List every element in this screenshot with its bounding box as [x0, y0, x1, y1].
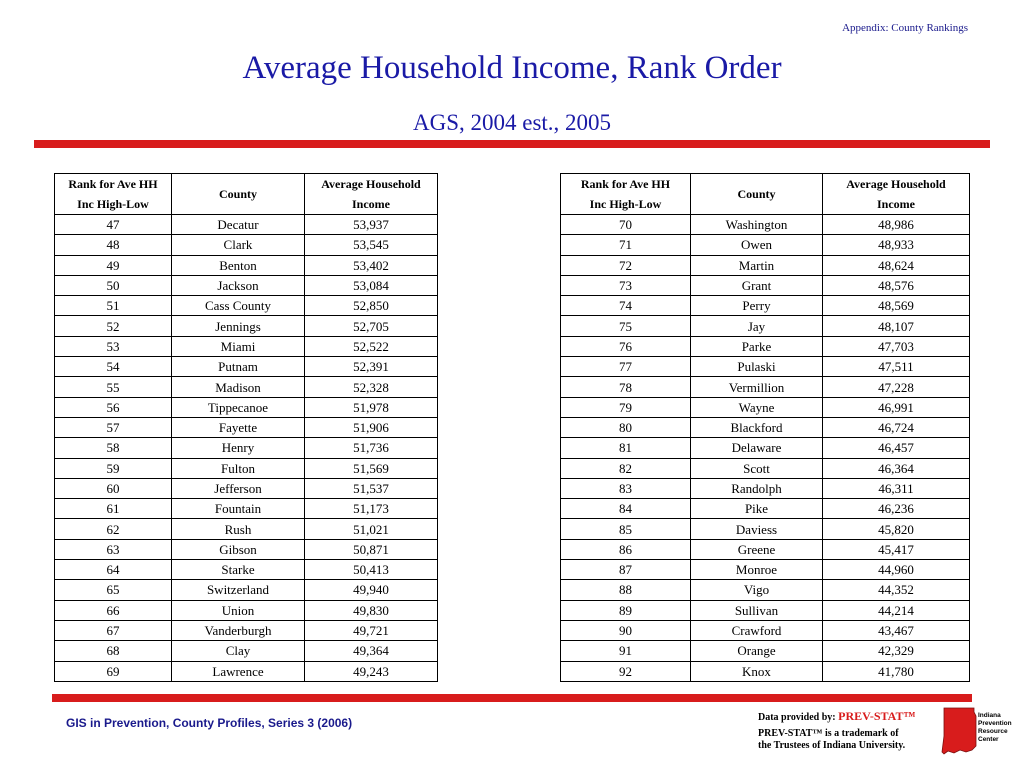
county-cell: Miami — [172, 336, 305, 356]
table-row — [55, 255, 438, 275]
income-cell: 51,736 — [305, 438, 438, 458]
rank-cell: 67 — [55, 620, 172, 640]
county-cell: Gibson — [172, 539, 305, 559]
rank-cell: 56 — [55, 397, 172, 417]
income-cell: 51,906 — [305, 417, 438, 437]
table-row — [55, 235, 438, 255]
county-cell: Tippecanoe — [172, 397, 305, 417]
county-cell: Madison — [172, 377, 305, 397]
rank-cell: 82 — [561, 458, 691, 478]
county-cell: Monroe — [691, 560, 823, 580]
income-cell: 51,569 — [305, 458, 438, 478]
income-cell: 43,467 — [823, 620, 970, 640]
bottom-divider — [52, 694, 972, 702]
rank-cell: 66 — [55, 600, 172, 620]
rank-cell: 57 — [55, 417, 172, 437]
rank-cell: 85 — [561, 519, 691, 539]
logo-line4: Center — [978, 736, 999, 743]
income-cell: 48,933 — [823, 235, 970, 255]
rank-cell: 81 — [561, 438, 691, 458]
header-income-line2: Income — [352, 197, 390, 211]
county-cell: Jennings — [172, 316, 305, 336]
income-cell: 49,364 — [305, 641, 438, 661]
header-rank — [55, 174, 172, 215]
table-row — [55, 357, 438, 377]
table-row — [561, 377, 970, 397]
footer-series-label: GIS in Prevention, County Profiles, Series 3 (2006) — [66, 716, 353, 730]
table-row — [561, 275, 970, 295]
rank-cell: 88 — [561, 580, 691, 600]
header-income-line1: Average Household — [321, 177, 421, 191]
income-cell: 47,703 — [823, 336, 970, 356]
table-row — [55, 316, 438, 336]
header-income — [305, 174, 438, 215]
income-cell: 50,413 — [305, 560, 438, 580]
table-row — [55, 417, 438, 437]
rank-cell: 49 — [55, 255, 172, 275]
header-income-line1: Average Household — [846, 177, 946, 191]
income-cell: 52,705 — [305, 316, 438, 336]
rank-cell: 51 — [55, 296, 172, 316]
header-rank-line1: Rank for Ave HH — [68, 177, 158, 191]
income-cell: 49,940 — [305, 580, 438, 600]
county-cell: Benton — [172, 255, 305, 275]
table-row — [55, 336, 438, 356]
rank-table-right — [560, 173, 970, 682]
income-cell: 48,624 — [823, 255, 970, 275]
county-cell: Grant — [691, 275, 823, 295]
table-row — [561, 519, 970, 539]
county-cell: Rush — [172, 519, 305, 539]
income-cell: 51,537 — [305, 478, 438, 498]
table-row — [561, 397, 970, 417]
rank-cell: 76 — [561, 336, 691, 356]
table-row — [561, 539, 970, 559]
rank-cell: 80 — [561, 417, 691, 437]
income-cell: 46,364 — [823, 458, 970, 478]
header-county: County — [691, 174, 823, 215]
table-row — [55, 215, 438, 235]
income-cell: 52,391 — [305, 357, 438, 377]
county-cell: Putnam — [172, 357, 305, 377]
table-row — [561, 499, 970, 519]
rank-cell: 75 — [561, 316, 691, 336]
rank-cell: 73 — [561, 275, 691, 295]
income-cell: 47,511 — [823, 357, 970, 377]
income-cell: 48,576 — [823, 275, 970, 295]
county-cell: Vermillion — [691, 377, 823, 397]
county-cell: Decatur — [172, 215, 305, 235]
table-row — [55, 620, 438, 640]
county-cell: Jay — [691, 316, 823, 336]
county-cell: Wayne — [691, 397, 823, 417]
rank-cell: 58 — [55, 438, 172, 458]
table-row — [55, 296, 438, 316]
rank-cell: 55 — [55, 377, 172, 397]
table-row — [561, 641, 970, 661]
table-row — [561, 336, 970, 356]
logo-line2: Prevention — [978, 720, 1012, 727]
income-cell: 50,871 — [305, 539, 438, 559]
table-row — [561, 417, 970, 437]
rank-cell: 59 — [55, 458, 172, 478]
income-cell: 52,522 — [305, 336, 438, 356]
logo-line1: Indiana — [978, 712, 1001, 719]
table-row — [561, 620, 970, 640]
header-rank-line2: Inc High-Low — [77, 197, 149, 211]
county-cell: Jefferson — [172, 478, 305, 498]
table-row — [55, 600, 438, 620]
county-cell: Washington — [691, 215, 823, 235]
rank-cell: 74 — [561, 296, 691, 316]
table-row — [55, 397, 438, 417]
rank-cell: 50 — [55, 275, 172, 295]
table-row — [561, 438, 970, 458]
table-row — [55, 519, 438, 539]
table-row — [55, 661, 438, 681]
county-cell: Henry — [172, 438, 305, 458]
rank-cell: 63 — [55, 539, 172, 559]
county-cell: Owen — [691, 235, 823, 255]
income-cell: 48,569 — [823, 296, 970, 316]
county-cell: Scott — [691, 458, 823, 478]
county-cell: Delaware — [691, 438, 823, 458]
rank-cell: 60 — [55, 478, 172, 498]
county-cell: Fayette — [172, 417, 305, 437]
table-row — [55, 580, 438, 600]
table-row — [561, 560, 970, 580]
rank-cell: 72 — [561, 255, 691, 275]
county-cell: Vanderburgh — [172, 620, 305, 640]
income-cell: 46,991 — [823, 397, 970, 417]
county-cell: Cass County — [172, 296, 305, 316]
county-cell: Greene — [691, 539, 823, 559]
trademark-line2: the Trustees of Indiana University. — [758, 740, 906, 751]
income-cell: 48,107 — [823, 316, 970, 336]
rank-cell: 87 — [561, 560, 691, 580]
county-cell: Starke — [172, 560, 305, 580]
county-cell: Pulaski — [691, 357, 823, 377]
income-cell: 46,457 — [823, 438, 970, 458]
county-cell: Union — [172, 600, 305, 620]
income-cell: 45,820 — [823, 519, 970, 539]
table-row — [55, 438, 438, 458]
county-cell: Crawford — [691, 620, 823, 640]
income-cell: 49,243 — [305, 661, 438, 681]
rank-cell: 52 — [55, 316, 172, 336]
rank-cell: 61 — [55, 499, 172, 519]
table-row — [55, 539, 438, 559]
income-cell: 44,960 — [823, 560, 970, 580]
ipr-logo-text — [978, 712, 1018, 744]
income-cell: 51,978 — [305, 397, 438, 417]
rank-cell: 91 — [561, 641, 691, 661]
county-cell: Vigo — [691, 580, 823, 600]
county-cell: Blackford — [691, 417, 823, 437]
income-cell: 46,311 — [823, 478, 970, 498]
rank-cell: 78 — [561, 377, 691, 397]
table-row — [55, 275, 438, 295]
county-cell: Pike — [691, 499, 823, 519]
rank-cell: 90 — [561, 620, 691, 640]
table-row — [561, 215, 970, 235]
table-row — [561, 357, 970, 377]
rank-cell: 53 — [55, 336, 172, 356]
table-row — [561, 580, 970, 600]
data-provided-label: Data provided by: — [758, 712, 836, 723]
county-cell: Daviess — [691, 519, 823, 539]
rank-cell: 77 — [561, 357, 691, 377]
table-row — [561, 661, 970, 681]
rank-cell: 70 — [561, 215, 691, 235]
trademark-line1: PREV-STAT™ is a trademark of — [758, 728, 899, 739]
table-header-row — [561, 174, 970, 215]
rank-cell: 68 — [55, 641, 172, 661]
income-cell: 46,724 — [823, 417, 970, 437]
county-cell: Clark — [172, 235, 305, 255]
county-cell: Lawrence — [172, 661, 305, 681]
rank-cell: 83 — [561, 478, 691, 498]
income-cell: 51,021 — [305, 519, 438, 539]
header-rank-line2: Inc High-Low — [589, 197, 662, 211]
rank-cell: 84 — [561, 499, 691, 519]
appendix-label: Appendix: County Rankings — [842, 22, 968, 34]
county-cell: Fountain — [172, 499, 305, 519]
page-subtitle: AGS, 2004 est., 2005 — [412, 110, 612, 135]
rank-cell: 71 — [561, 235, 691, 255]
income-cell: 45,417 — [823, 539, 970, 559]
county-cell: Knox — [691, 661, 823, 681]
income-cell: 53,084 — [305, 275, 438, 295]
table-row — [561, 255, 970, 275]
rank-table-left — [54, 173, 438, 682]
income-cell: 51,173 — [305, 499, 438, 519]
table-row — [55, 478, 438, 498]
rank-cell: 65 — [55, 580, 172, 600]
rank-cell: 92 — [561, 661, 691, 681]
header-rank — [561, 174, 691, 215]
table-row — [561, 316, 970, 336]
footer-credit — [758, 710, 915, 752]
county-cell: Fulton — [172, 458, 305, 478]
table-row — [55, 377, 438, 397]
rank-cell: 48 — [55, 235, 172, 255]
rank-cell: 47 — [55, 215, 172, 235]
table-row — [55, 641, 438, 661]
county-cell: Orange — [691, 641, 823, 661]
header-county: County — [172, 174, 305, 215]
income-cell: 52,850 — [305, 296, 438, 316]
county-cell: Martin — [691, 255, 823, 275]
table-row — [561, 235, 970, 255]
header-rank-line1: Rank for Ave HH — [580, 177, 671, 191]
county-cell: Switzerland — [172, 580, 305, 600]
header-income — [823, 174, 970, 215]
page-title: Average Household Income, Rank Order — [242, 50, 782, 86]
income-cell: 47,228 — [823, 377, 970, 397]
rank-cell: 64 — [55, 560, 172, 580]
table-row — [561, 296, 970, 316]
county-cell: Perry — [691, 296, 823, 316]
footer-credit-line1 — [758, 710, 915, 724]
table-row — [55, 499, 438, 519]
table-row — [561, 458, 970, 478]
income-cell: 41,780 — [823, 661, 970, 681]
income-cell: 53,545 — [305, 235, 438, 255]
logo-line3: Resource — [978, 728, 1008, 735]
top-divider — [34, 140, 990, 148]
income-cell: 49,721 — [305, 620, 438, 640]
rank-cell: 86 — [561, 539, 691, 559]
header-income-line2: Income — [877, 197, 915, 211]
income-cell: 52,328 — [305, 377, 438, 397]
rank-cell: 69 — [55, 661, 172, 681]
income-cell: 44,214 — [823, 600, 970, 620]
table-header-row — [55, 174, 438, 215]
county-cell: Parke — [691, 336, 823, 356]
income-cell: 42,329 — [823, 641, 970, 661]
county-cell: Randolph — [691, 478, 823, 498]
income-cell: 53,937 — [305, 215, 438, 235]
table-row — [55, 560, 438, 580]
table-row — [55, 458, 438, 478]
county-cell: Sullivan — [691, 600, 823, 620]
prev-stat-brand: PREV-STAT™ — [838, 709, 916, 723]
income-cell: 53,402 — [305, 255, 438, 275]
income-cell: 49,830 — [305, 600, 438, 620]
rank-cell: 62 — [55, 519, 172, 539]
table-row — [561, 478, 970, 498]
income-cell: 44,352 — [823, 580, 970, 600]
county-cell: Clay — [172, 641, 305, 661]
rank-cell: 79 — [561, 397, 691, 417]
income-cell: 48,986 — [823, 215, 970, 235]
rank-cell: 54 — [55, 357, 172, 377]
rank-cell: 89 — [561, 600, 691, 620]
county-cell: Jackson — [172, 275, 305, 295]
table-row — [561, 600, 970, 620]
income-cell: 46,236 — [823, 499, 970, 519]
